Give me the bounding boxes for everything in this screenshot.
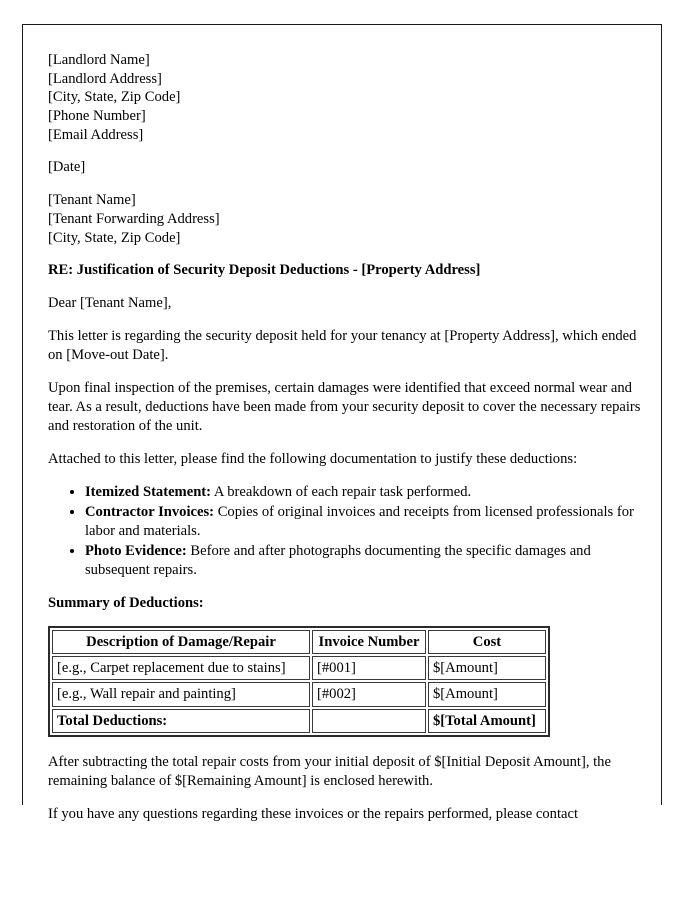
recipient-line-1: [Tenant Name] xyxy=(48,192,136,209)
attachment-description: A breakdown of each repair task performed. xyxy=(213,484,472,501)
cell-cost: $[Amount] xyxy=(428,682,546,706)
body-paragraph-4: After subtracting the total repair costs from your initial deposit of $[Initial Deposit Amount], the remaining balance of $[Remaining Amount] is enclosed herewith. xyxy=(48,753,611,789)
cell-invoice: [#002] xyxy=(312,682,426,706)
table-header-cost: Cost xyxy=(428,630,546,654)
table-header-row xyxy=(52,630,546,654)
recipient-line-2: [Tenant Forwarding Address] xyxy=(48,211,220,227)
body-paragraph-1: This letter is regarding the security deposit held for your tenancy at [Property Address], which ended on [Move-out Date]. xyxy=(48,328,637,364)
date-line: [Date] xyxy=(48,159,86,176)
attachment-label: Photo Evidence: xyxy=(85,543,187,559)
table-total-row xyxy=(52,709,546,733)
sender-address-block xyxy=(48,51,649,144)
attachment-description: Before and after photographs documenting the specific damages and subsequent repairs. xyxy=(85,543,591,578)
recipient-address-block xyxy=(48,191,649,247)
deductions-table xyxy=(48,626,550,737)
cell-description: [e.g., Carpet replacement due to stains] xyxy=(52,656,310,680)
letter-body xyxy=(23,25,661,824)
table-header-invoice: Invoice Number xyxy=(312,630,426,654)
sender-line-5: [Email Address] xyxy=(48,126,144,143)
table-row xyxy=(52,682,546,706)
list-item xyxy=(85,542,649,580)
body-paragraph-3: Attached to this letter, please find the following documentation to justify these deductions: xyxy=(48,451,578,468)
attachments-list xyxy=(48,483,649,580)
attachment-label: Itemized Statement: xyxy=(85,484,212,501)
recipient-line-3: [City, State, Zip Code] xyxy=(48,229,181,246)
list-item xyxy=(85,483,649,502)
cell-total-value: $[Total Amount] xyxy=(428,709,546,733)
table-row xyxy=(52,656,546,680)
body-paragraph-2: Upon final inspection of the premises, certain damages were identified that exceed normal wear and tear. As a result, deductions have been made from your security deposit to cover the necessary repairs and restoration of the unit. xyxy=(48,380,641,435)
sender-line-2: [Landlord Address] xyxy=(48,70,162,87)
body-paragraph-5-clipped: If you have any questions regarding these invoices or the repairs performed, please contact xyxy=(48,805,579,822)
cell-invoice: [#001] xyxy=(312,656,426,680)
attachment-label: Contractor Invoices: xyxy=(85,504,215,521)
summary-heading: Summary of Deductions: xyxy=(48,594,204,611)
sender-line-3: [City, State, Zip Code] xyxy=(48,89,181,106)
cell-cost: $[Amount] xyxy=(428,656,546,680)
cell-total-invoice xyxy=(312,709,426,733)
cell-total-label: Total Deductions: xyxy=(52,709,310,733)
salutation: Dear [Tenant Name], xyxy=(48,295,172,312)
sender-line-1: [Landlord Name] xyxy=(48,52,150,68)
document-page xyxy=(22,24,662,822)
subject-line: RE: Justification of Security Deposit Deductions - [Property Address] xyxy=(48,262,481,279)
list-item xyxy=(85,503,649,541)
cell-description: [e.g., Wall repair and painting] xyxy=(52,682,310,706)
attachment-description: Copies of original invoices and receipts from licensed professionals for labor and materials. xyxy=(85,504,634,540)
table-header-description: Description of Damage/Repair xyxy=(52,630,310,654)
sender-line-4: [Phone Number] xyxy=(48,108,146,125)
